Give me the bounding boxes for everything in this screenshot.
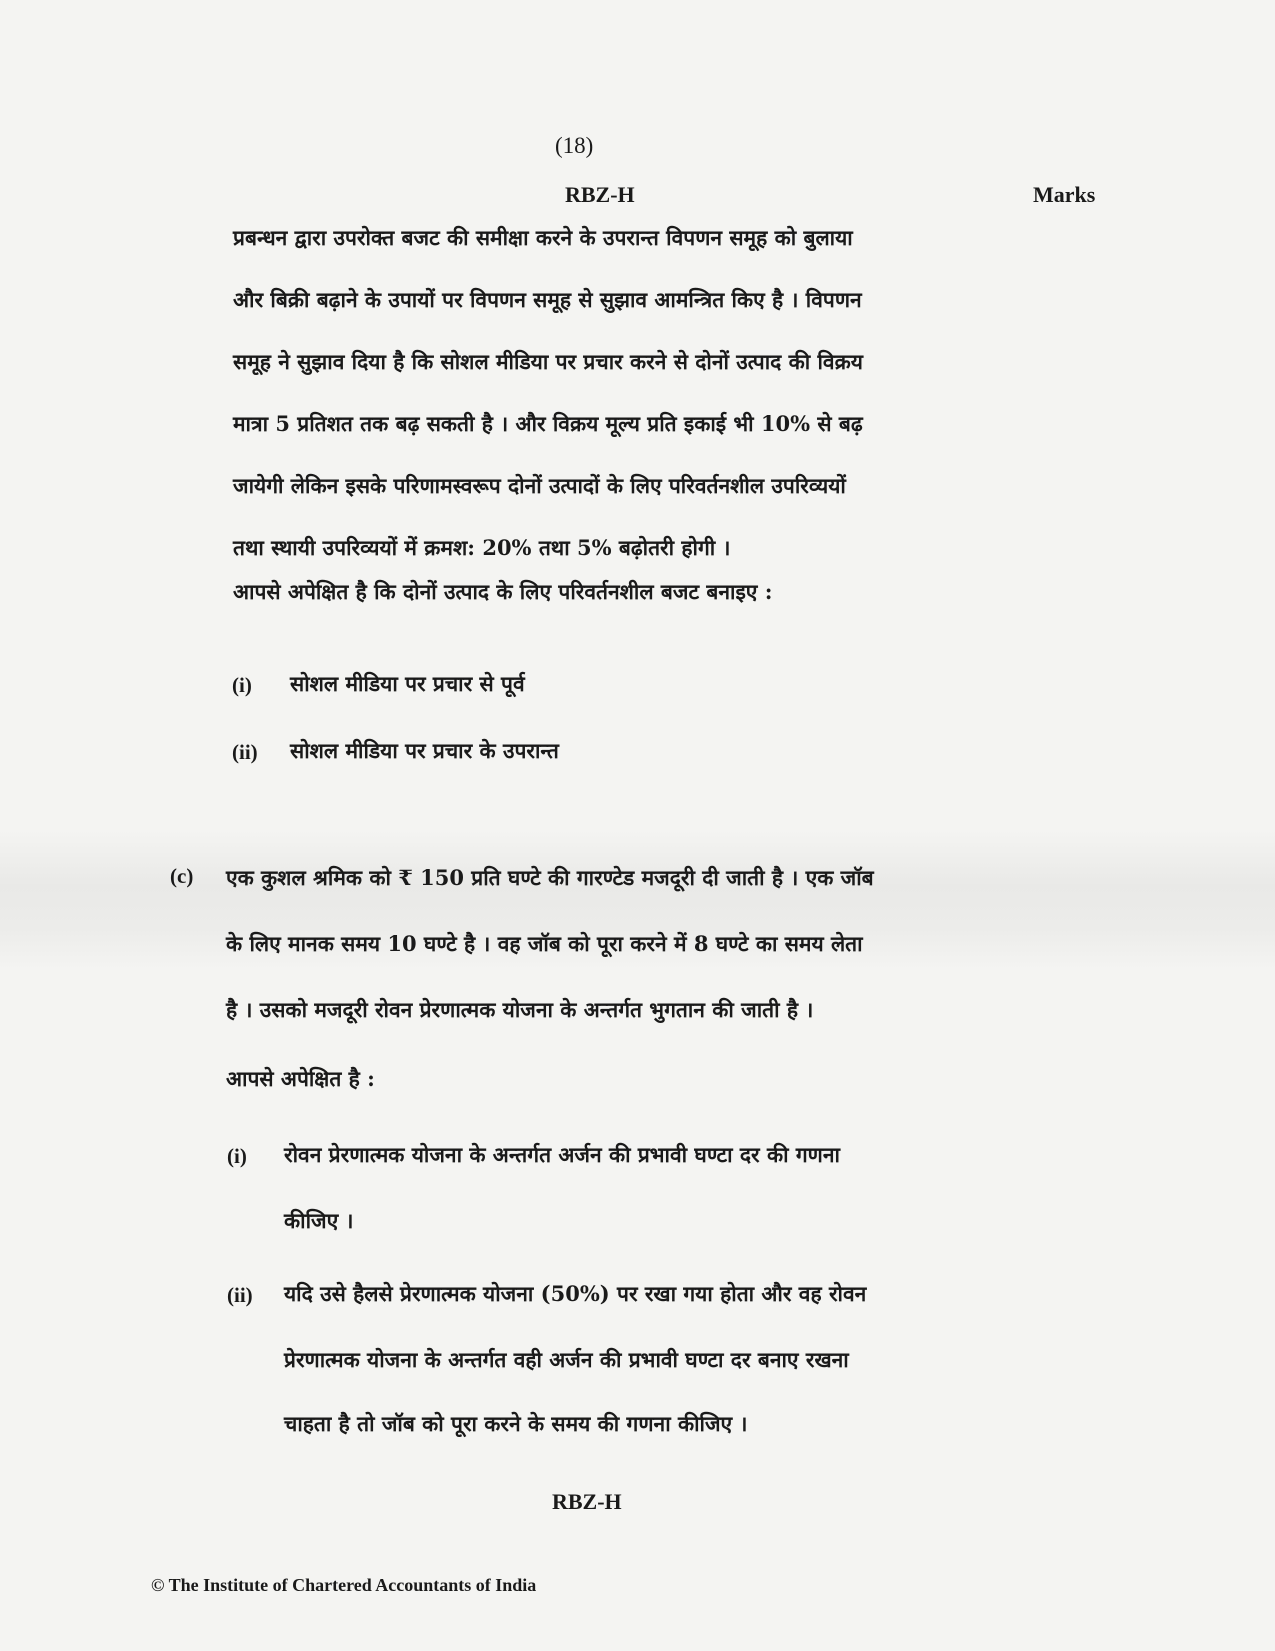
paragraph-line: समूह ने सुझाव दिया है कि सोशल मीडिया पर प्रचार करने से दोनों उत्पाद की विक्रय — [233, 349, 863, 374]
list-item-text: चाहता है तो जॉब को पूरा करने के समय की गणना कीजिए । — [284, 1411, 748, 1436]
section-c-paragraph — [226, 845, 1026, 1043]
page-number: (18) — [555, 133, 594, 158]
list-item-text: कीजिए । — [284, 1208, 354, 1233]
marks-column-label: Marks — [1033, 182, 1096, 207]
paragraph-line: के लिए मानक समय 10 घण्टे है । वह जॉब को पूरा करने में 8 घण्टे का समय लेता — [226, 931, 863, 956]
paragraph-line: जायेगी लेकिन इसके परिणामस्वरूप दोनों उत्पादों के लिए परिवर्तनशील उपरिव्ययों — [233, 473, 846, 498]
list-item-label: (ii) — [227, 1283, 253, 1307]
list-item-label: (ii) — [232, 740, 258, 764]
list-item-text: रोवन प्रेरणात्मक योजना के अन्तर्गत अर्जन की प्रभावी घण्टा दर की गणना — [284, 1142, 840, 1167]
paragraph-line: और बिक्री बढ़ाने के उपायों पर विपणन समूह से सुझाव आमन्त्रित किए है । विपणन — [233, 287, 862, 312]
copyright-notice: © The Institute of Chartered Accountants of India — [151, 1575, 537, 1595]
paragraph-line: मात्रा 5 प्रतिशत तक बढ़ सकती है । और विक्रय मूल्य प्रति इकाई भी 10% से बढ़ — [233, 411, 863, 436]
list-item-text: सोशल मीडिया पर प्रचार से पूर्व — [290, 671, 525, 696]
list-item-label: (i) — [227, 1144, 247, 1168]
paragraph-line: तथा स्थायी उपरिव्ययों में क्रमश: 20% तथा 5% बढ़ोतरी होगी । — [233, 535, 731, 560]
list-item-text: प्रेरणात्मक योजना के अन्तर्गत वही अर्जन की प्रभावी घण्टा दर बनाए रखना — [284, 1347, 849, 1372]
list-item-text: सोशल मीडिया पर प्रचार के उपरान्त — [290, 738, 559, 763]
section-c-requirement: आपसे अपेक्षित है : — [226, 1066, 375, 1091]
question-c-label: (c) — [170, 864, 194, 888]
paper-code-footer: RBZ-H — [552, 1489, 622, 1514]
section-b-paragraph — [233, 207, 1023, 579]
paragraph-line: है । उसको मजदूरी रोवन प्रेरणात्मक योजना के अन्तर्गत भुगतान की जाती है । — [226, 997, 814, 1022]
paragraph-line: प्रबन्धन द्वारा उपरोक्त बजट की समीक्षा करने के उपरान्त विपणन समूह को बुलाया — [233, 225, 853, 250]
section-b-requirement: आपसे अपेक्षित है कि दोनों उत्पाद के लिए परिवर्तनशील बजट बनाइए : — [233, 579, 773, 604]
paragraph-line: एक कुशल श्रमिक को ₹ 150 प्रति घण्टे की गारण्टेड मजदूरी दी जाती है । एक जॉब — [226, 865, 874, 890]
list-item-text: यदि उसे हैलसे प्रेरणात्मक योजना (50%) पर रखा गया होता और वह रोवन — [284, 1281, 867, 1306]
paper-code-header: RBZ-H — [565, 182, 635, 207]
list-item-label: (i) — [232, 673, 252, 697]
